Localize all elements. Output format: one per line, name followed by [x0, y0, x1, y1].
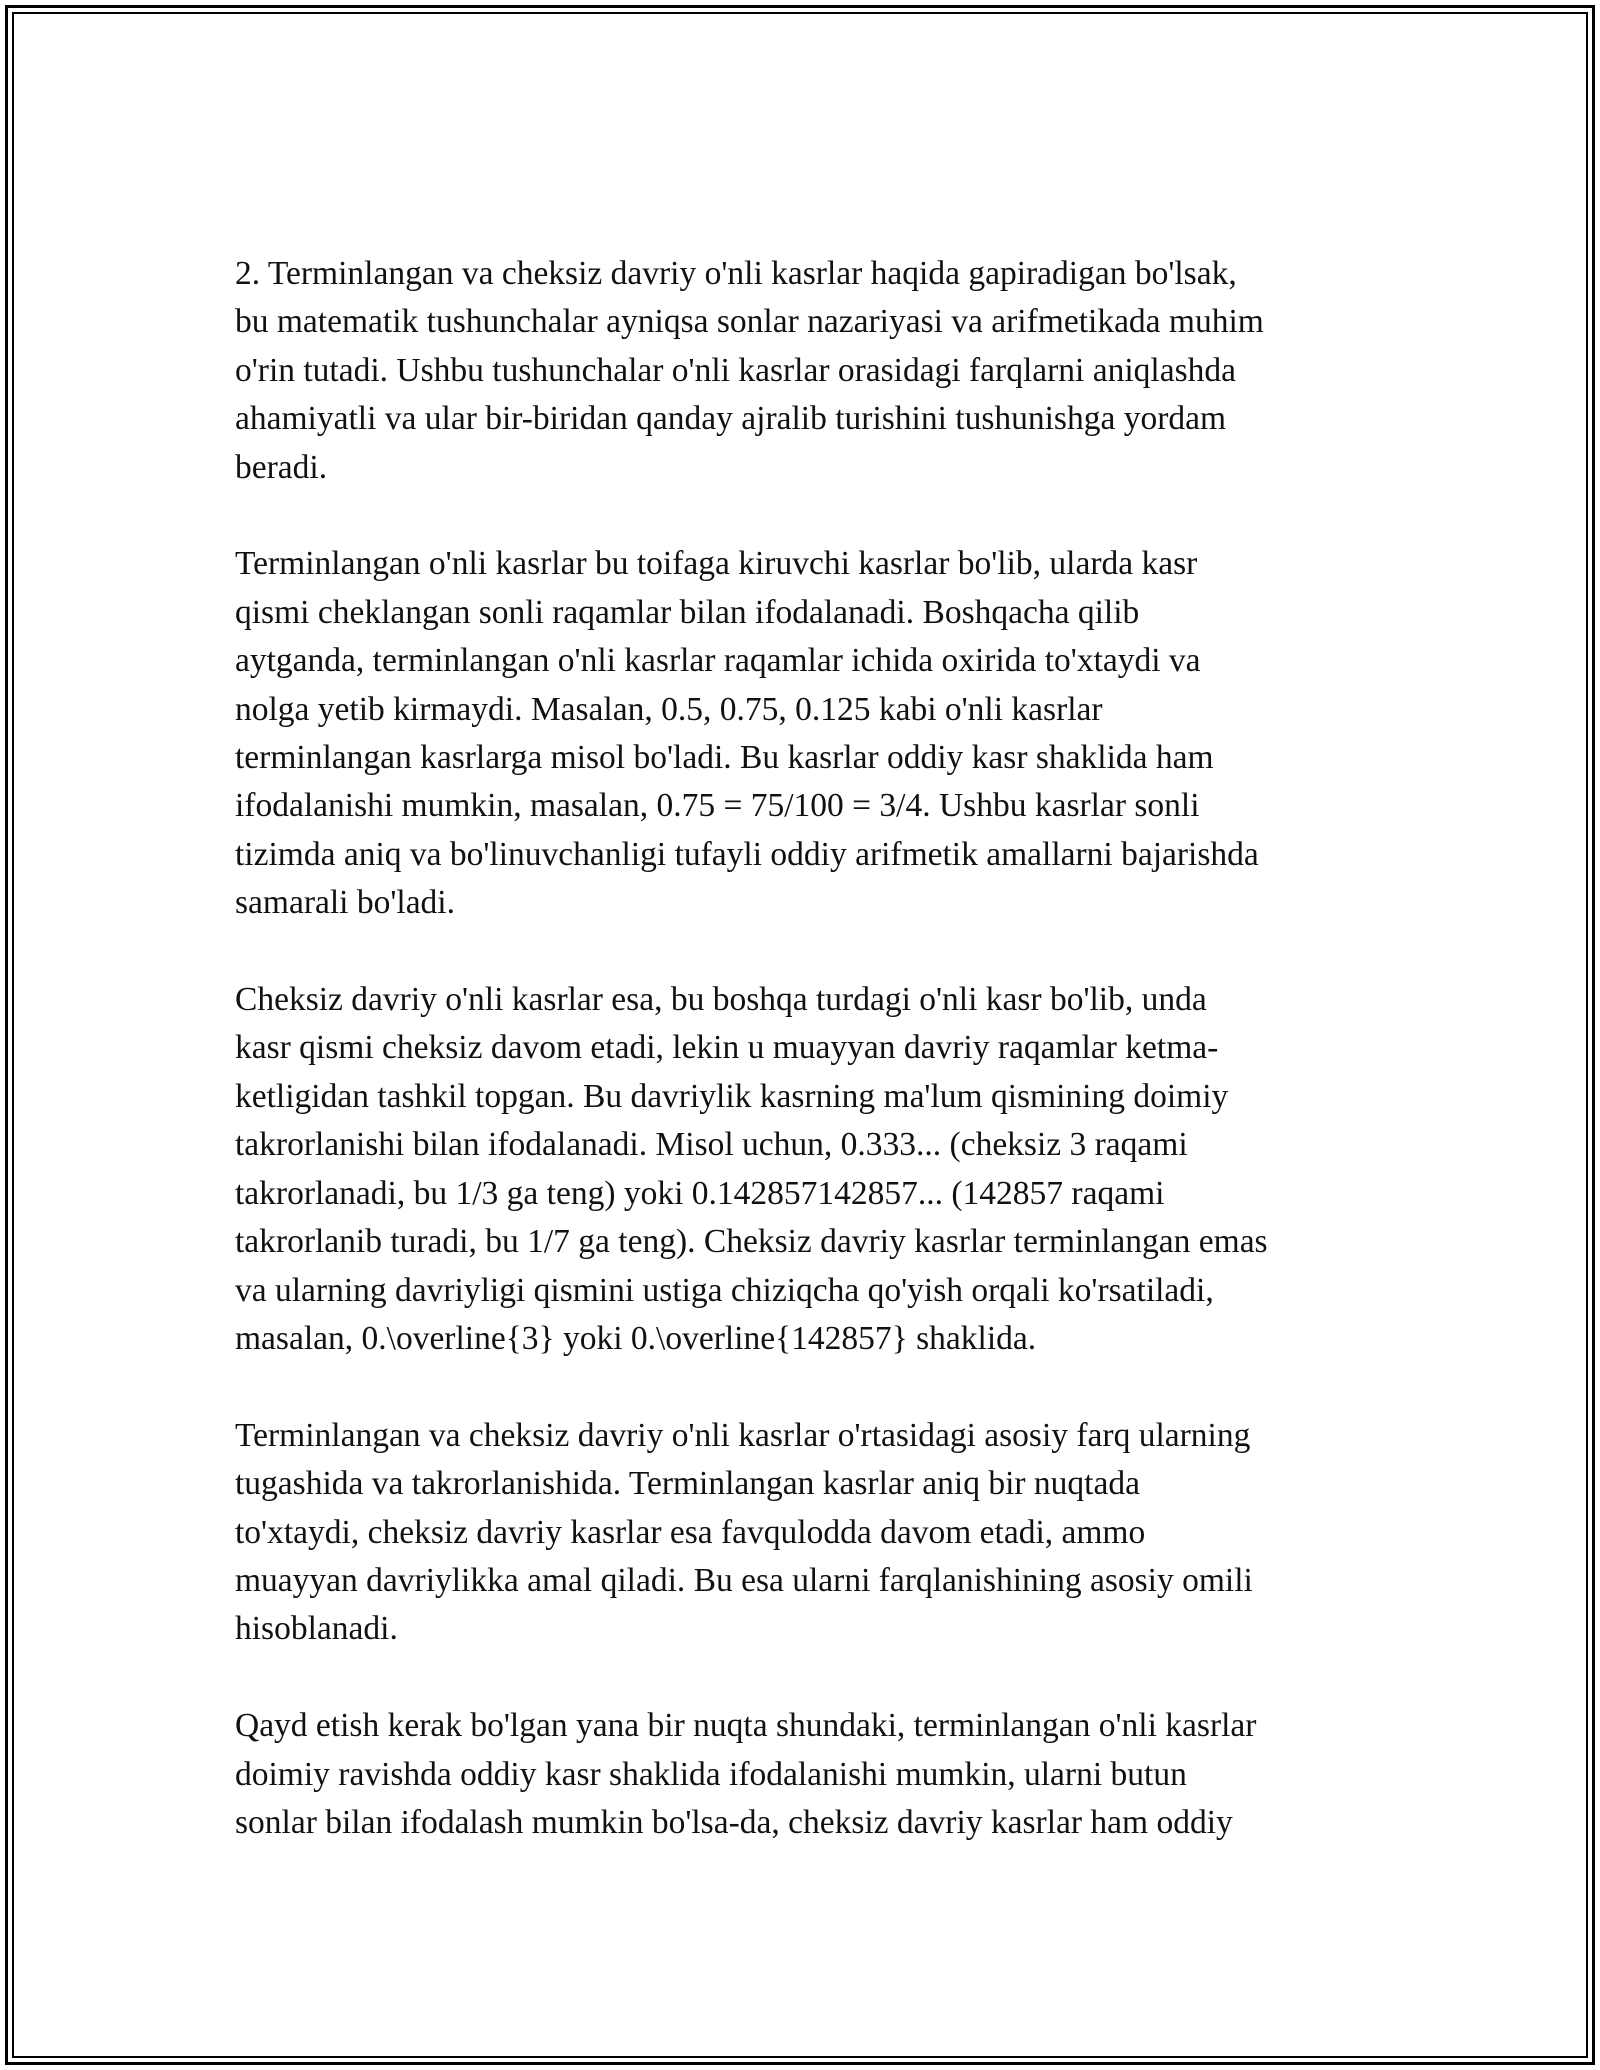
text-line: doimiy ravishda oddiy kasr shaklida ifodalanishi mumkin, ularni butun: [235, 1755, 1187, 1793]
text-line: ketligidan tashkil topgan. Bu davriylik kasrning ma'lum qismining doimiy: [235, 1077, 1229, 1115]
text-line: o'rin tutadi. Ushbu tushunchalar o'nli kasrlar orasidagi farqlarni aniqlashda: [235, 351, 1236, 389]
text-line: ahamiyatli va ular bir-biridan qanday ajralib turishini tushunishga yordam: [235, 400, 1227, 438]
text-line: va ularning davriyligi qismini ustiga chiziqcha qo'yish orqali ko'rsatiladi,: [235, 1271, 1214, 1309]
paragraph-4: [235, 1412, 1375, 1654]
text-line: nolga yetib kirmaydi. Masalan, 0.5, 0.75, 0.125 kabi o'nli kasrlar: [235, 690, 1103, 728]
text-line: 2. Terminlangan va cheksiz davriy o'nli kasrlar haqida gapiradigan bo'lsak,: [235, 255, 1237, 292]
text-line: takrorlanib turadi, bu 1/7 ga teng). Cheksiz davriy kasrlar terminlangan emas: [235, 1223, 1268, 1261]
text-line: Cheksiz davriy o'nli kasrlar esa, bu boshqa turdagi o'nli kasr bo'lib, unda: [235, 981, 1207, 1019]
text-line: masalan, 0.\overline{3} yoki 0.\overline{142857} shaklida.: [235, 1319, 1037, 1357]
text-line: kasr qismi cheksiz davom etadi, lekin u muayyan davriy raqamlar ketma-: [235, 1029, 1219, 1067]
text-line: ifodalanishi mumkin, masalan, 0.75 = 75/100 = 3/4. Ushbu kasrlar sonli: [235, 787, 1200, 825]
text-line: takrorlanishi bilan ifodalanadi. Misol uchun, 0.333... (cheksiz 3 raqami: [235, 1126, 1188, 1164]
document-body: [235, 250, 1375, 1896]
text-line: muayyan davriylikka amal qiladi. Bu esa ularni farqlanishining asosiy omili: [235, 1561, 1253, 1599]
text-line: bu matematik tushunchalar ayniqsa sonlar nazariyasi va arifmetikada muhim: [235, 303, 1264, 341]
text-line: samarali bo'ladi.: [235, 884, 455, 922]
text-line: sonlar bilan ifodalash mumkin bo'lsa-da, cheksiz davriy kasrlar ham oddiy: [235, 1803, 1233, 1841]
paragraph-1: [235, 250, 1375, 492]
text-line: takrorlanadi, bu 1/3 ga teng) yoki 0.142857142857... (142857 raqami: [235, 1174, 1165, 1212]
text-line: tizimda aniq va bo'linuvchanligi tufayli oddiy arifmetik amallarni bajarishda: [235, 835, 1259, 873]
text-line: Qayd etish kerak bo'lgan yana bir nuqta shundaki, terminlangan o'nli kasrlar: [235, 1707, 1257, 1745]
text-line: terminlangan kasrlarga misol bo'ladi. Bu kasrlar oddiy kasr shaklida ham: [235, 739, 1214, 777]
text-line: beradi.: [235, 448, 328, 486]
text-line: to'xtaydi, cheksiz davriy kasrlar esa favqulodda davom etadi, ammo: [235, 1513, 1146, 1551]
paragraph-5: [235, 1702, 1375, 1847]
text-line: Terminlangan va cheksiz davriy o'nli kasrlar o'rtasidagi asosiy farq ularning: [235, 1416, 1251, 1454]
paragraph-3: [235, 976, 1375, 1363]
paragraph-2: [235, 540, 1375, 927]
text-line: aytganda, terminlangan o'nli kasrlar raqamlar ichida oxirida to'xtaydi va: [235, 642, 1201, 680]
text-line: hisoblanadi.: [235, 1610, 398, 1648]
text-line: qismi cheklangan sonli raqamlar bilan ifodalanadi. Boshqacha qilib: [235, 593, 1140, 631]
text-line: tugashida va takrorlanishida. Terminlangan kasrlar aniq bir nuqtada: [235, 1465, 1140, 1503]
text-line: Terminlangan o'nli kasrlar bu toifaga kiruvchi kasrlar bo'lib, ularda kasr: [235, 545, 1198, 583]
